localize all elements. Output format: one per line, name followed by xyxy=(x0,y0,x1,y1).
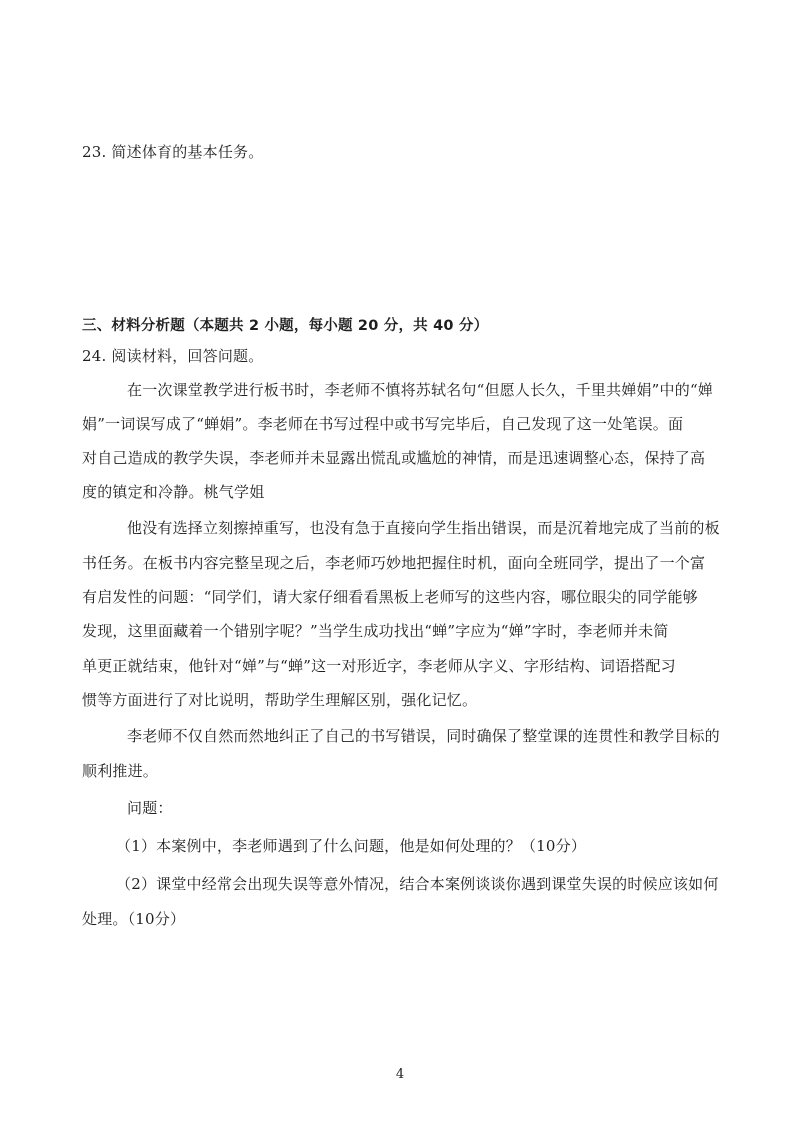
question-24: 24. 阅读材料，回答问题。 xyxy=(82,347,264,365)
text-line: 处理。（10分） xyxy=(82,910,186,928)
text-line: 娟”一词误写成了“蝉娟”。李老师在书写过程中或书写完毕后，自己发现了这一处笔误。面 xyxy=(82,415,684,433)
text-line: （2）课堂中经常会出现失误等意外情况，结合本案例谈谈你遇到课堂失误的时候应该如何 xyxy=(116,875,719,893)
text-line: 对自己造成的教学失误，李老师并未显露出慌乱或尴尬的神情，而是迅速调整心态，保持了高 xyxy=(82,449,706,467)
section-heading: 三、材料分析题（本题共 2 小题，每小题 20 分，共 40 分） xyxy=(82,318,489,334)
text-line: 在一次课堂教学进行板书时，李老师不慎将苏轼名句“但愿人长久，千里共婵娟”中的“婵 xyxy=(127,381,714,399)
text-line: 度的镇定和冷静。桃气学姐 xyxy=(82,483,265,501)
text-line: 顺利推进。 xyxy=(82,762,159,780)
text-line: 有启发性的问题：“同学们，请大家仔细看看黑板上老师写的这些内容，哪位眼尖的同学能够 xyxy=(82,588,698,606)
questions-label: 问题： xyxy=(127,799,173,817)
page-number: 4 xyxy=(395,1067,405,1082)
text-line: 惯等方面进行了对比说明，帮助学生理解区别，强化记忆。 xyxy=(82,691,478,709)
text-line: 李老师不仅自然而然地纠正了自己的书写错误，同时确保了整堂课的连贯性和教学目标的 xyxy=(127,727,720,745)
text-line: 他没有选择立刻擦掉重写，也没有急于直接向学生指出错误，而是沉着地完成了当前的板 xyxy=(127,519,720,537)
question-23: 23. 简述体育的基本任务。 xyxy=(82,143,264,161)
sub-question-1: （1）本案例中，李老师遇到了什么问题，他是如何处理的？（10分） xyxy=(116,837,587,855)
text-line: 发现，这里面藏着一个错别字呢？”当学生成功找出“蝉”字应为“婵”字时，李老师并未简 xyxy=(82,622,669,640)
text-line: 书任务。在板书内容完整呈现之后，李老师巧妙地把握住时机，面向全班同学，提出了一个富 xyxy=(82,554,706,572)
text-line: 单更正就结束，他针对“婵”与“蝉”这一对形近字，李老师从字义、字形结构、词语搭配习 xyxy=(82,657,676,675)
